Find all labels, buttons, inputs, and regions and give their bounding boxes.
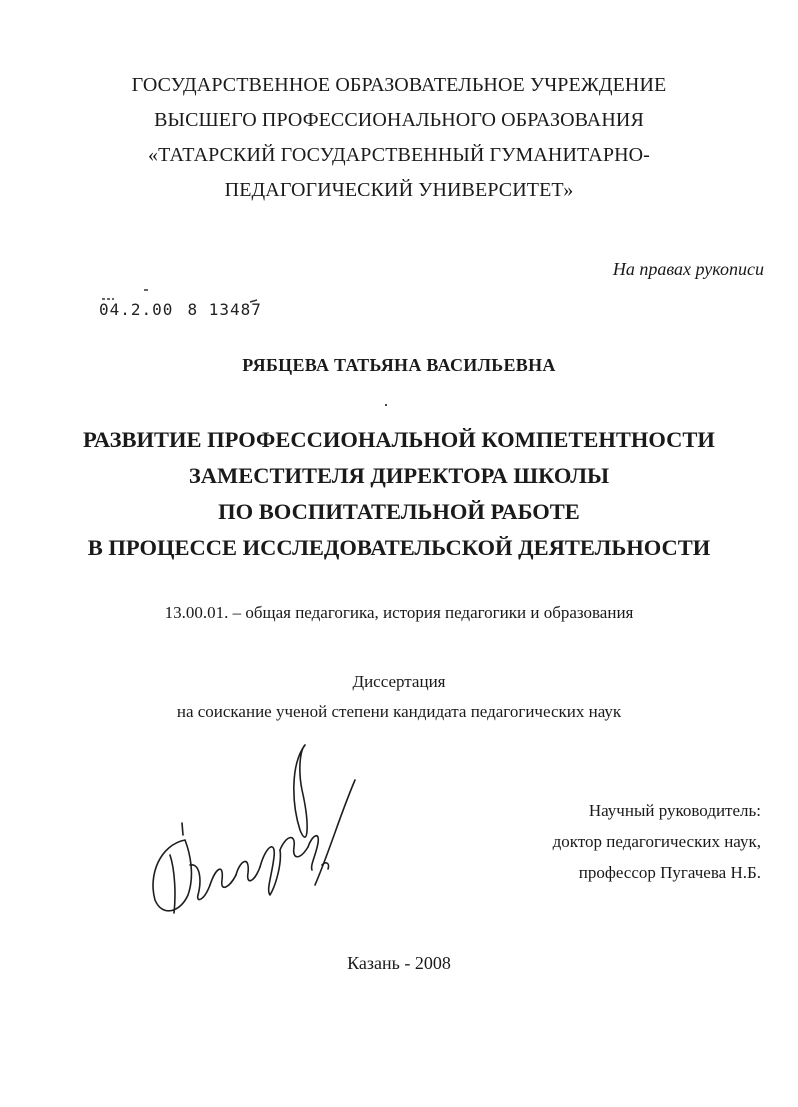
- institution-line-3: «ТАТАРСКИЙ ГОСУДАРСТВЕННЫЙ ГУМАНИТАРНО-: [148, 144, 650, 166]
- dissertation-title: [0, 422, 798, 566]
- stray-dot: [385, 404, 387, 406]
- institution-line-4: ПЕДАГОГИЧЕСКИЙ УНИВЕРСИТЕТ»: [224, 179, 574, 201]
- advisor-degree: доктор педагогических наук,: [552, 832, 761, 851]
- title-line-2: ЗАМЕСТИТЕЛЯ ДИРЕКТОРА ШКОЛЫ: [188, 463, 610, 488]
- manuscript-rights-note: На правах рукописи: [612, 259, 764, 279]
- author-name: РЯБЦЕВА ТАТЬЯНА ВАСИЛЬЕВНА: [242, 355, 556, 375]
- title-line-1: РАЗВИТИЕ ПРОФЕССИОНАЛЬНОЙ КОМПЕТЕНТНОСТИ: [83, 427, 715, 452]
- stamp-number: 8 13487: [187, 300, 262, 319]
- institution-line-2: ВЫСШЕГО ПРОФЕССИОНАЛЬНОГО ОБРАЗОВАНИЯ: [154, 109, 644, 131]
- institution-line-1: ГОСУДАРСТВЕННОЕ ОБРАЗОВАТЕЛЬНОЕ УЧРЕЖДЕНИЕ: [131, 74, 667, 96]
- specialty-code: 13.00.01. – общая педагогика, история педагогики и образования: [164, 603, 634, 622]
- stamp-code: 04.2.00: [99, 300, 174, 319]
- title-line-4: В ПРОЦЕССЕ ИССЛЕДОВАТЕЛЬСКОЙ ДЕЯТЕЛЬНОСТИ: [87, 535, 711, 560]
- advisor-name: профессор Пугачева Н.Б.: [578, 863, 761, 882]
- dissertation-type: Диссертация: [352, 672, 446, 691]
- institution-header: [0, 68, 798, 208]
- dissertation-type-block: [0, 667, 798, 727]
- degree-sought: на соискание ученой степени кандидата педагогических наук: [176, 702, 622, 721]
- advisor-role: Научный руководитель:: [588, 801, 761, 820]
- advisor-block: [553, 795, 761, 888]
- archive-stamp: [99, 300, 262, 319]
- city-year: Казань - 2008: [347, 953, 451, 973]
- title-line-3: ПО ВОСПИТАТЕЛЬНОЙ РАБОТЕ: [218, 499, 580, 524]
- handwritten-signature-icon: [140, 735, 380, 925]
